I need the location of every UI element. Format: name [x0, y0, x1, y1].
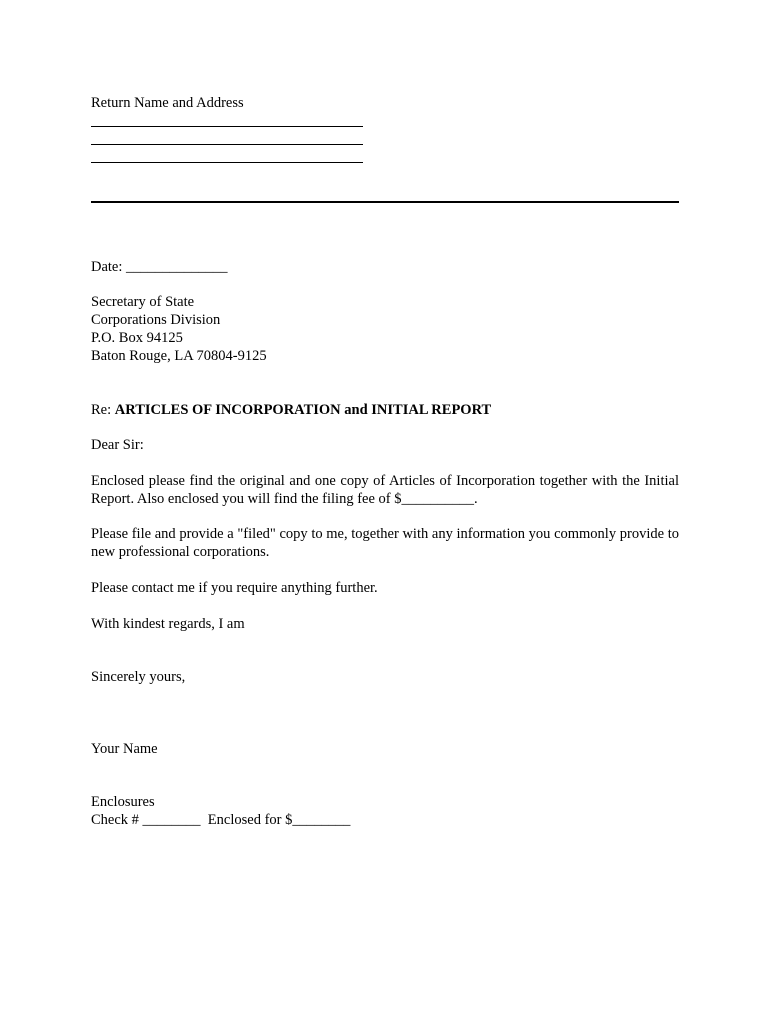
body-paragraph-1: Enclosed please find the original and one copy of Articles of Incorporation together with the Initial Report. Also enclosed you will find the filing fee of $__________.: [91, 473, 679, 507]
body-paragraph-3: Please contact me if you require anything further.: [91, 580, 378, 596]
signature-name: Your Name: [91, 741, 158, 757]
return-address-line-1[interactable]: [91, 126, 363, 127]
body-paragraph-2: Please file and provide a "filed" copy to me, together with any information you commonly provide to new professional corporations.: [91, 526, 679, 560]
recipient-line-2: Corporations Division: [91, 312, 221, 328]
re-subject: ARTICLES OF INCORPORATION and INITIAL REPORT: [114, 402, 492, 418]
re-line: [91, 401, 491, 419]
header-divider: [91, 201, 679, 203]
date-line: Date: ______________: [91, 259, 228, 275]
return-address-label: Return Name and Address: [91, 95, 244, 111]
check-line: Check # ________ Enclosed for $________: [91, 812, 351, 828]
recipient-line-1: Secretary of State: [91, 294, 195, 310]
salutation: Dear Sir:: [91, 437, 144, 453]
closing: Sincerely yours,: [91, 669, 186, 685]
body-paragraph-4: With kindest regards, I am: [91, 616, 245, 632]
return-address-line-2[interactable]: [91, 144, 363, 145]
re-prefix: Re:: [91, 402, 115, 418]
recipient-line-3: P.O. Box 94125: [91, 330, 183, 346]
recipient-line-4: Baton Rouge, LA 70804-9125: [91, 348, 267, 364]
return-address-line-3[interactable]: [91, 162, 363, 163]
enclosures-label: Enclosures: [91, 794, 155, 810]
